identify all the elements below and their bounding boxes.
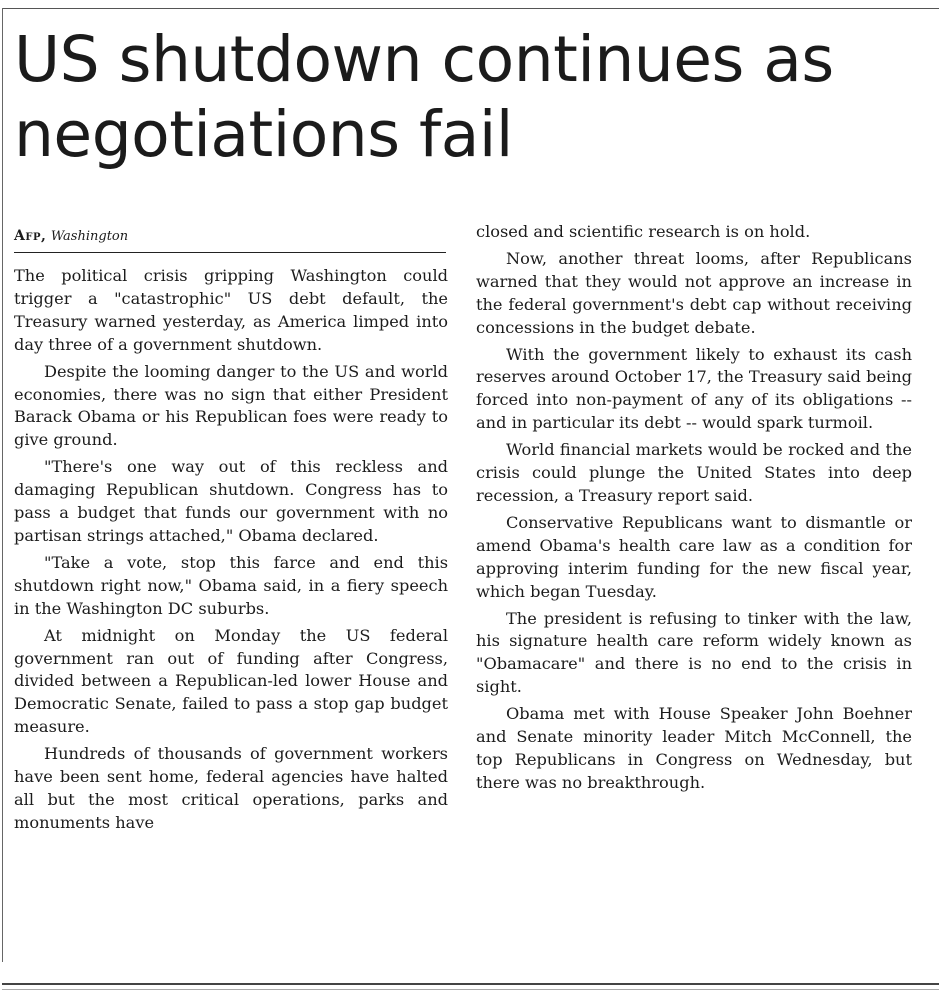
paragraph: Hundreds of thousands of government workers have been sent home, federal agencies have halted all but the most critical operations, parks and monuments have bbox=[14, 744, 448, 832]
paragraph: The political crisis gripping Washington could trigger a "catastrophic" US debt default, the Treasury warned yesterday, as America limped into day three of a government shutdown. bbox=[14, 266, 448, 354]
paragraph: The president is refusing to tinker with the law, his signature health care reform widely known as "Obamacare" and there is no end to the crisis in sight. bbox=[476, 608, 912, 697]
paragraph: World financial markets would be rocked and the crisis could plunge the United States into deep recession, a Treasury report said. bbox=[476, 440, 912, 505]
article-column-1 bbox=[14, 265, 448, 965]
paragraph: At midnight on Monday the US federal government ran out of funding after Congress, divided between a Republican-led lower House and Democratic Senate, failed to pass a stop gap budget measure. bbox=[14, 625, 448, 737]
paragraph: Now, another threat looms, after Republicans warned that they would not approve an increase in the federal government's debt cap without receiving concessions in the budget debate. bbox=[476, 248, 912, 337]
left-rule bbox=[2, 8, 3, 962]
paragraph: "There's one way out of this reckless and damaging Republican shutdown. Congress has to pass a budget that funds our government with no partisan strings attached," Obama declared. bbox=[14, 457, 448, 545]
bottom-rule bbox=[2, 983, 939, 985]
byline bbox=[14, 224, 446, 253]
paragraph: Conservative Republicans want to dismantle or amend Obama's health care law as a condition for approving interim funding for the new fiscal year, which began Tuesday. bbox=[476, 512, 912, 601]
paragraph: Obama met with House Speaker John Boehner and Senate minority leader Mitch McConnell, the top Republicans in Congress on Wednesday, but there was no breakthrough. bbox=[476, 704, 912, 792]
paragraph: With the government likely to exhaust its cash reserves around October 17, the Treasury said being forced into non-payment of any of its obligations -- and in particular its debt -- would spark turmoil. bbox=[476, 344, 912, 433]
byline-location: Washington bbox=[50, 229, 129, 244]
article-column-2 bbox=[476, 221, 912, 966]
paragraph: Despite the looming danger to the US and world economies, there was no sign that either President Barack Obama or his Republican foes were ready to give ground. bbox=[14, 361, 448, 450]
paragraph: closed and scientific research is on hold. bbox=[476, 222, 811, 241]
top-rule bbox=[2, 8, 939, 9]
headline: US shutdown continues as negotiations fail bbox=[14, 23, 834, 171]
paragraph: "Take a vote, stop this farce and end this shutdown right now," Obama said, in a fiery speech in the Washington DC suburbs. bbox=[14, 552, 448, 618]
byline-agency: Afp, bbox=[14, 228, 47, 244]
